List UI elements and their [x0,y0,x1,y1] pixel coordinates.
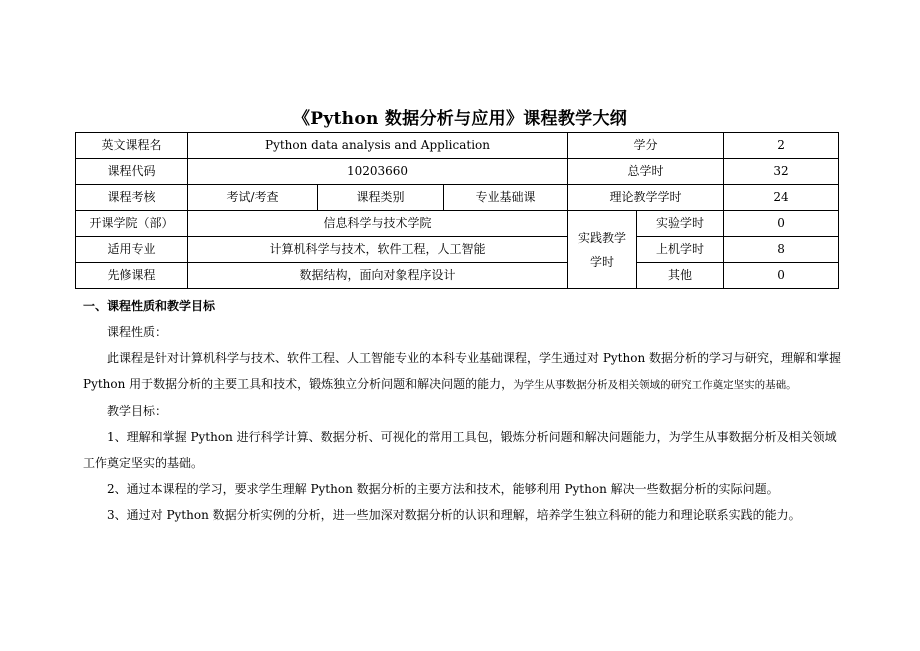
lab-hours-label: 实验学时 [637,211,724,237]
total-hours-label: 总学时 [568,159,724,185]
goal-item-3: 3、通过对 Python 数据分析实例的分析，进一些加深对数据分析的认识和理解，培养学生独立科研的能力和理论联系实践的能力。 [107,508,801,522]
theory-hours-label: 理论教学学时 [568,185,724,211]
category-value: 专业基础课 [444,185,568,211]
table-row [76,133,839,159]
major-label: 适用专业 [76,237,188,263]
computer-hours-label: 上机学时 [637,237,724,263]
page-title: 《Python 数据分析与应用》课程教学大纲 [292,109,628,129]
prereq-value: 数据结构，面向对象程序设计 [188,263,568,289]
table-row [76,263,839,289]
goal-item-1: 1、理解和掌握 Python 进行科学计算、数据分析、可视化的常用工具包，锻炼分析问题和解决问题能力，为学生从事数据分析及相关领域工作奠定坚实的基础。 [83,430,837,470]
table-row [76,185,839,211]
theory-hours-value: 24 [724,185,839,211]
goal-item-2: 2、通过本课程的学习，要求学生理解 Python 数据分析的主要方法和技术，能够利用 Python 解决一些数据分析的实际问题。 [107,482,779,496]
course-code-value: 10203660 [188,159,568,185]
nature-label: 课程性质： [107,325,168,339]
computer-hours-value: 8 [724,237,839,263]
nature-paragraph [83,345,841,398]
college-label: 开课学院（部） [76,211,188,237]
major-value: 计算机科学与技术，软件工程，人工智能 [188,237,568,263]
prereq-label: 先修课程 [76,263,188,289]
english-name-value: Python data analysis and Application [188,133,568,159]
assessment-value: 考试/考查 [188,185,318,211]
course-info-table [75,132,839,289]
practice-hours-label: 实践教学学时 [568,211,637,289]
course-code-label: 课程代码 [76,159,188,185]
lab-hours-value: 0 [724,211,839,237]
college-value: 信息科学与技术学院 [188,211,568,237]
credits-label: 学分 [568,133,724,159]
table-row [76,211,839,237]
nature-text-small: 为学生从事数据分析及相关领域的研究工作奠定坚实的基础。 [513,379,797,391]
other-hours-label: 其他 [637,263,724,289]
section-heading: 一、课程性质和教学目标 [83,299,216,313]
table-row [76,237,839,263]
credits-value: 2 [724,133,839,159]
course-description [83,293,841,528]
table-row [76,159,839,185]
english-name-label: 英文课程名 [76,133,188,159]
category-label: 课程类别 [318,185,444,211]
goals-label: 教学目标： [107,404,168,418]
assessment-label: 课程考核 [76,185,188,211]
nature-text: 此课程是针对计算机科学与技术、软件工程、人工智能专业的本科专业基础课程，学生通过对 Python 数据分析的学习与研究，理解和掌握 Python 用于数据分析的主要工具和技术，锻炼独立分析问题和解决问题的能力， [83,351,841,391]
other-hours-value: 0 [724,263,839,289]
total-hours-value: 32 [724,159,839,185]
